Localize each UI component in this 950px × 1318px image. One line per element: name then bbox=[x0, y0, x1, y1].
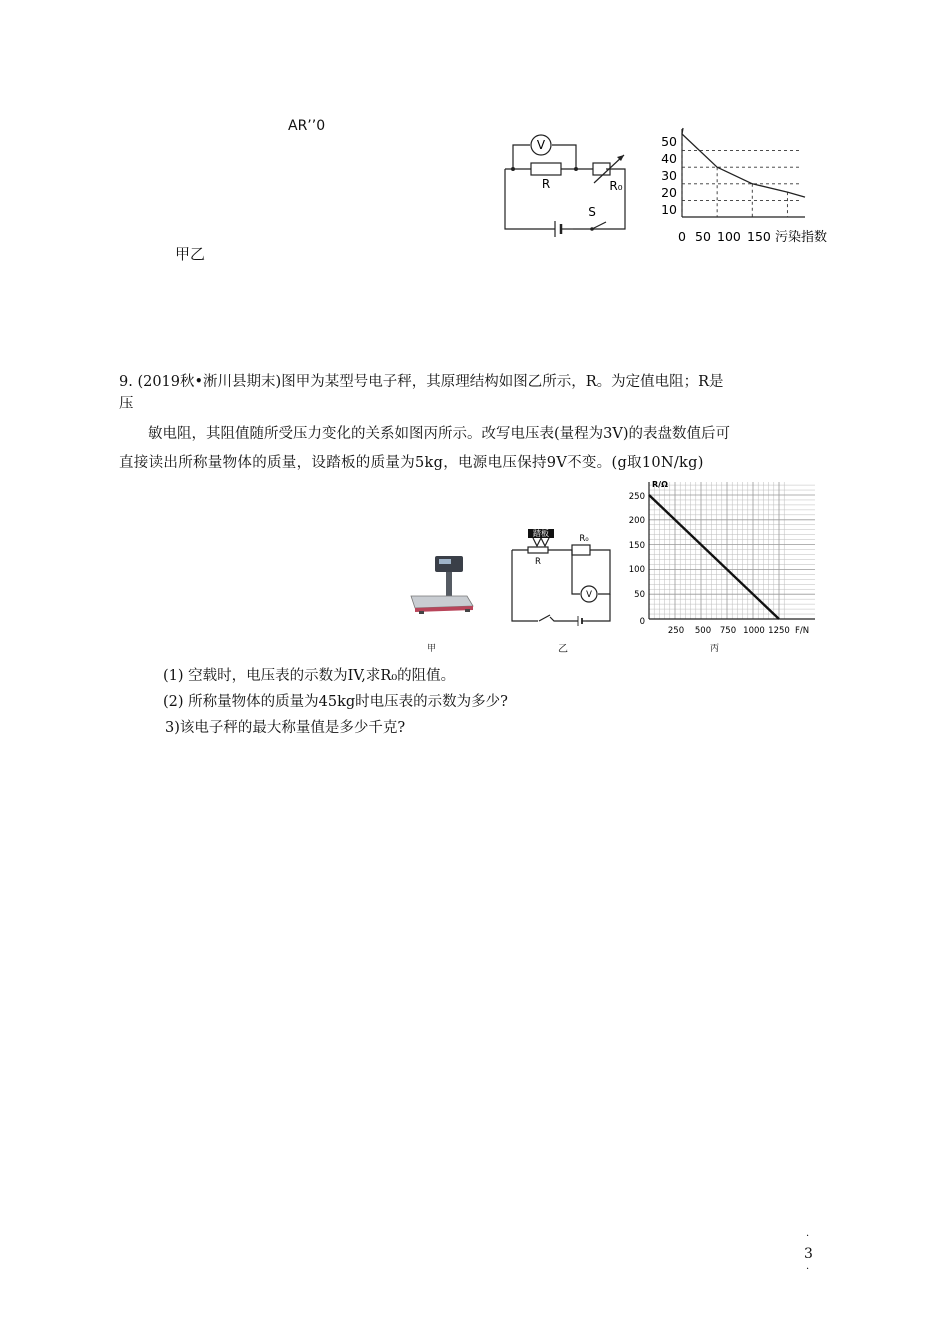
x-tick-label: 100 bbox=[717, 229, 741, 244]
sub-question-1: (1) 空载时，电压表的示数为IV,求R₀的阻值。 bbox=[163, 668, 456, 684]
pollution-curve bbox=[682, 128, 805, 197]
sub-question-3: 3)该电子秤的最大称量值是多少千克? bbox=[165, 720, 406, 736]
pollution-graph bbox=[655, 125, 845, 250]
x-tick-label: 0 bbox=[678, 229, 686, 244]
meter-label-2: V bbox=[586, 590, 592, 600]
fixed-resistor-icon bbox=[572, 545, 590, 555]
y-tick-label: 100 bbox=[628, 565, 645, 575]
sub-question-2: (2) 所称量物体的质量为45kg时电压表的示数为多少? bbox=[163, 694, 508, 710]
circuit-diagram-1 bbox=[500, 128, 640, 240]
x-tick-label: 150 bbox=[747, 229, 771, 244]
x-tick-label: 1000 bbox=[743, 626, 765, 636]
fixed-resistor-label: R₀ bbox=[579, 534, 589, 544]
x-tick-label: 50 bbox=[695, 229, 711, 244]
circuit-diagram-2 bbox=[500, 527, 630, 627]
y-tick-label: 40 bbox=[661, 151, 677, 166]
y-tick-label: 30 bbox=[661, 168, 677, 183]
page-dot: · bbox=[806, 1264, 810, 1275]
x-axis-label: F/N bbox=[795, 626, 810, 636]
y-tick-label: 200 bbox=[628, 516, 645, 526]
meter-label-1: V bbox=[536, 138, 546, 152]
figure-c-label: 丙 bbox=[710, 644, 720, 654]
pressure-resistor-icon bbox=[528, 547, 548, 553]
y-tick-label: 50 bbox=[661, 134, 677, 149]
resistor-r-icon bbox=[531, 163, 561, 175]
footplate-label: 踏板 bbox=[533, 529, 549, 538]
junction-dot bbox=[511, 167, 515, 171]
y-tick-label: 50 bbox=[634, 590, 645, 600]
resistor-label-2: R bbox=[535, 557, 541, 567]
y-tick-label: 150 bbox=[628, 541, 645, 551]
page-number: 3 bbox=[804, 1246, 813, 1262]
figure-a-label: 甲 bbox=[427, 644, 437, 654]
x-tick-label: 1250 bbox=[768, 626, 790, 636]
y-tick-label: 0 bbox=[639, 617, 645, 627]
resistor-label-1: R bbox=[541, 177, 551, 191]
junction-dot bbox=[574, 167, 578, 171]
question-9-line-1: 9. (2019秋•淅川县期末)图甲为某型号电子秤，其原理结构如图乙所示，R。为定值电阻；R是 bbox=[119, 374, 724, 390]
rheostat-label: R₀ bbox=[609, 179, 623, 193]
question-9-line-3: 直接读出所称量物体的质量，设踏板的质量为5kg，电源电压保持9V不变。(g取10N/kg) bbox=[119, 455, 704, 471]
question-9-line-1-wrap: 压 bbox=[119, 396, 134, 412]
x-tick-label: 500 bbox=[694, 626, 712, 636]
y-tick-label: 10 bbox=[661, 202, 677, 217]
formula-fragment: AR’’0 bbox=[288, 118, 326, 134]
x-tick-label: 250 bbox=[667, 626, 685, 636]
x-tick-label: 750 bbox=[719, 626, 737, 636]
page-dot: · bbox=[806, 1231, 810, 1242]
resistance-line bbox=[649, 495, 779, 619]
figure-labels: 甲乙 bbox=[175, 245, 206, 263]
electronic-scale-illustration bbox=[405, 550, 477, 620]
y-tick-label: 250 bbox=[628, 492, 645, 502]
question-9-line-2: 敏电阻，其阻值随所受压力变化的关系如图丙所示。改写电压表(量程为3V)的表盘数值后可 bbox=[148, 426, 731, 442]
y-tick-label: 20 bbox=[661, 185, 677, 200]
x-axis-label: 污染指数 bbox=[775, 230, 828, 245]
switch-label: S bbox=[588, 205, 596, 219]
y-axis-label: R/Ω bbox=[652, 480, 668, 489]
figure-b-label: 乙 bbox=[558, 644, 568, 655]
pressure-resistance-graph bbox=[625, 478, 825, 638]
